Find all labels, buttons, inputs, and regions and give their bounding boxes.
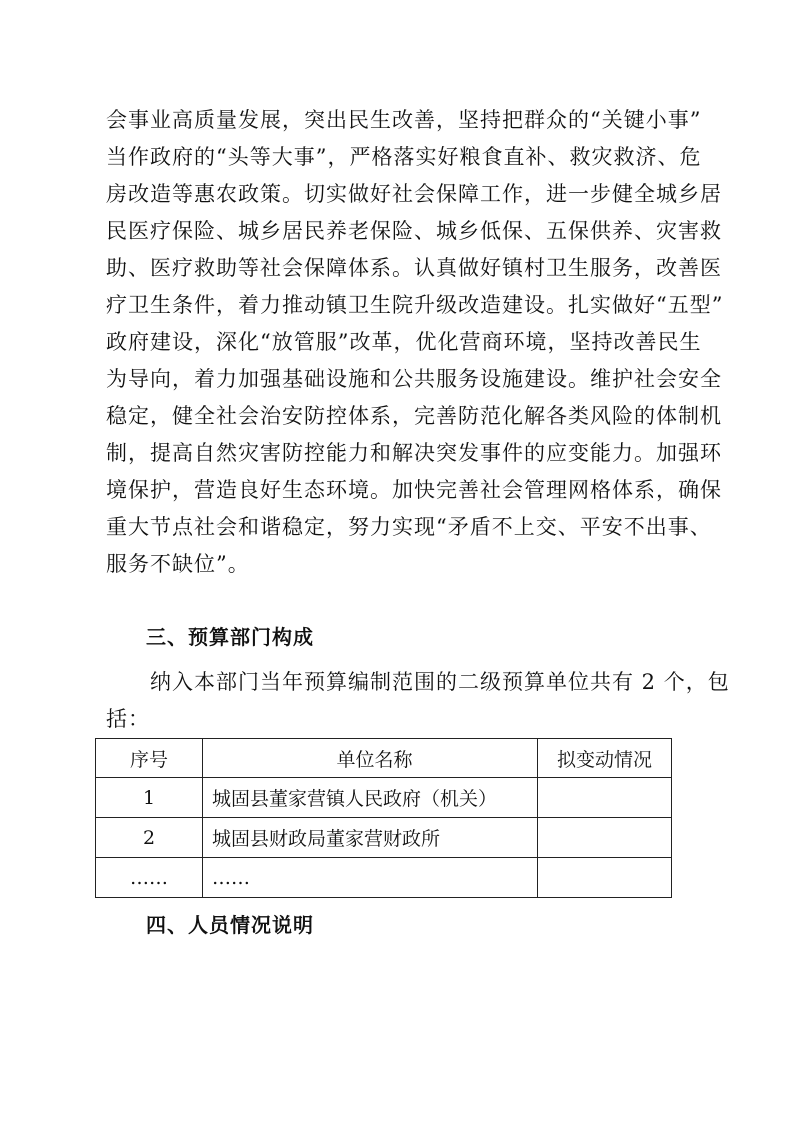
body-text-line: 房改造等惠农政策。切实做好社会保障工作，进一步健全城乡居 (106, 182, 722, 206)
cell-serial-number: …… (96, 858, 203, 898)
body-text-line: 境保护，营造良好生态环境。加快完善社会管理网格体系，确保 (106, 478, 722, 502)
cell-planned-change (538, 858, 672, 898)
budget-units-table (95, 738, 672, 898)
header-unit-name: 单位名称 (203, 739, 538, 778)
body-text-line: 稳定，健全社会治安防控体系，完善防范化解各类风险的体制机 (106, 404, 722, 428)
cell-serial-number: 1 (96, 778, 203, 818)
section3-paragraph-line: 括： (106, 707, 150, 731)
table-header-row (96, 739, 672, 778)
body-text-line: 政府建设，深化“放管服”改革，优化营商环境，坚持改善民生 (106, 330, 702, 354)
section-heading-personnel: 四、人员情况说明 (146, 913, 314, 937)
body-text-line: 民医疗保险、城乡居民养老保险、城乡低保、五保供养、灾害救 (106, 219, 722, 243)
section3-paragraph-line: 纳入本部门当年预算编制范围的二级预算单位共有 2 个，包 (106, 670, 730, 694)
header-serial-number: 序号 (96, 739, 203, 778)
table-row (96, 778, 672, 818)
cell-unit-name: …… (203, 858, 538, 898)
cell-unit-name: 城固县财政局董家营财政所 (203, 818, 538, 858)
body-text-line: 会事业高质量发展，突出民生改善，坚持把群众的“关键小事” (106, 108, 702, 132)
body-text-line: 为导向，着力加强基础设施和公共服务设施建设。维护社会安全 (106, 367, 722, 391)
cell-serial-number: 2 (96, 818, 203, 858)
body-text-line: 制，提高自然灾害防控能力和解决突发事件的应变能力。加强环 (106, 441, 722, 465)
cell-planned-change (538, 778, 672, 818)
section-heading-budget-departments: 三、预算部门构成 (146, 625, 314, 649)
body-text-line: 重大节点社会和谐稳定，努力实现“矛盾不上交、平安不出事、 (106, 515, 712, 539)
cell-planned-change (538, 818, 672, 858)
body-text-line: 疗卫生条件，着力推动镇卫生院升级改造建设。扎实做好“五型” (106, 293, 724, 317)
header-planned-change: 拟变动情况 (538, 739, 672, 778)
table-row (96, 858, 672, 898)
body-text-line: 当作政府的“头等大事”，严格落实好粮食直补、救灾救济、危 (106, 145, 702, 169)
cell-unit-name: 城固县董家营镇人民政府（机关） (203, 778, 538, 818)
table-row (96, 818, 672, 858)
body-text-line: 服务不缺位”。 (106, 552, 250, 576)
body-text-line: 助、医疗救助等社会保障体系。认真做好镇村卫生服务，改善医 (106, 256, 722, 280)
